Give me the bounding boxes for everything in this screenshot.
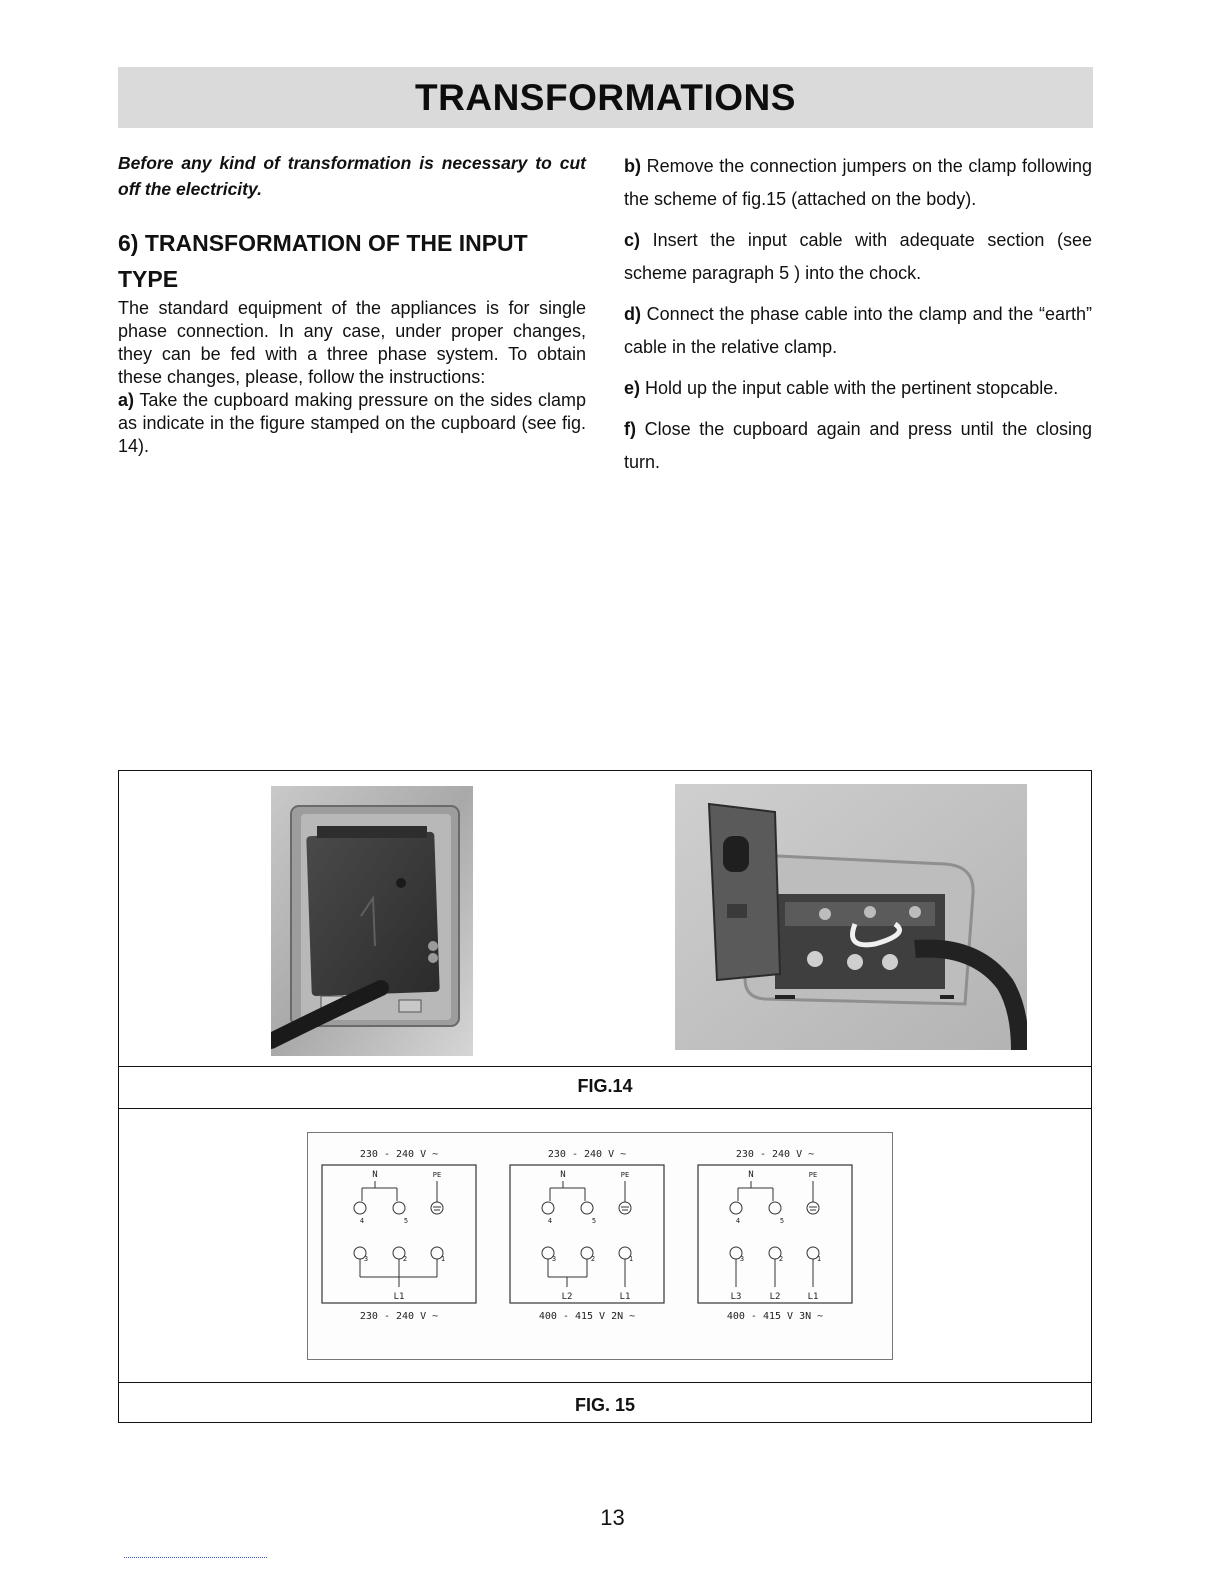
step-e-text: Hold up the input cable with the pertinent stopcable.	[640, 378, 1059, 398]
step-a-text: Take the cupboard making pressure on the sides clamp as indicate in the figure stamped on the cupboard (see fig. 14).	[118, 390, 586, 456]
terminal-4	[354, 1202, 366, 1214]
phase-label-l1: L1	[807, 1292, 819, 1302]
step-f	[624, 413, 1092, 479]
step-b-text: Remove the connection jumpers on the clamp following the scheme of fig.15 (attached on the body).	[624, 156, 1092, 209]
scheme-supply-label-bottom: 400 - 415 V 2N ~	[538, 1311, 636, 1322]
phase-label-l1: L1	[619, 1292, 631, 1302]
wiring-schemes-svg	[308, 1133, 892, 1359]
terminal-5	[769, 1202, 781, 1214]
fig14-divider-top	[119, 1066, 1091, 1067]
scheme-supply-label-top: 230 - 240 V ~	[735, 1149, 815, 1160]
scheme-neutral-label: N	[372, 1170, 378, 1180]
open-terminal-image	[675, 784, 1027, 1050]
terminal-5-label: 5	[779, 1217, 785, 1225]
figure-box	[118, 770, 1092, 1423]
terminal-2-label: 2	[590, 1255, 596, 1263]
wiring-schemes	[307, 1132, 893, 1360]
step-f-label: f)	[624, 419, 636, 439]
step-d	[624, 298, 1092, 364]
fig14-divider-bottom	[119, 1108, 1091, 1109]
step-e	[624, 372, 1092, 405]
terminal-4-label: 4	[735, 1217, 741, 1225]
closed-cover-image	[271, 786, 473, 1056]
step-c	[624, 224, 1092, 290]
terminal-1-label: 1	[816, 1255, 822, 1263]
page-number: 13	[600, 1505, 625, 1530]
step-d-text: Connect the phase cable into the clamp and the “earth” cable in the relative clamp.	[624, 304, 1092, 357]
step-a	[118, 389, 586, 458]
terminal-4-label: 4	[547, 1217, 553, 1225]
photo-closed-cover	[271, 786, 473, 1056]
scheme-supply-label-bottom: 400 - 415 V 3N ~	[726, 1311, 824, 1322]
footer-link-line	[124, 1557, 267, 1558]
photo-open-terminal	[675, 784, 1027, 1050]
phase-label-l1: L1	[393, 1292, 405, 1302]
scheme-border	[510, 1165, 664, 1303]
section-title: 6) TRANSFORMATION OF THE INPUT TYPE	[118, 230, 528, 292]
terminal-4-label: 4	[359, 1217, 365, 1225]
terminal-5	[581, 1202, 593, 1214]
right-column	[624, 150, 1092, 487]
phase-label-l3: L3	[730, 1292, 742, 1302]
fig15-caption: FIG. 15	[574, 1395, 636, 1415]
earth-terminal-icon	[807, 1202, 819, 1214]
wiring-scheme-2	[510, 1149, 664, 1322]
step-e-label: e)	[624, 378, 641, 398]
phase-label-l2: L2	[561, 1292, 573, 1302]
terminal-5-label: 5	[591, 1217, 597, 1225]
wiring-scheme-3	[698, 1149, 852, 1322]
terminal-2-label: 2	[778, 1255, 784, 1263]
page-title: TRANSFORMATIONS	[415, 76, 796, 118]
intro-paragraph: The standard equipment of the appliances is for single phase connection. In any case, under proper changes, they can be fed with a three phase system. To obtain these changes, please, follow the instructions:	[118, 298, 586, 387]
terminal-2-label: 2	[402, 1255, 408, 1263]
step-f-text: Close the cupboard again and press until the closing turn.	[624, 419, 1092, 472]
scheme-supply-label-bottom: 230 - 240 V ~	[359, 1311, 439, 1322]
fig15-divider	[119, 1382, 1091, 1383]
scheme-earth-label: PE	[620, 1171, 630, 1179]
scheme-earth-label: PE	[432, 1171, 442, 1179]
terminal-3-label: 3	[363, 1255, 369, 1263]
terminal-3-label: 3	[551, 1255, 557, 1263]
scheme-supply-label-top: 230 - 240 V ~	[359, 1149, 439, 1160]
scheme-neutral-label: N	[560, 1170, 566, 1180]
wiring-scheme-1	[322, 1149, 476, 1322]
scheme-neutral-label: N	[748, 1170, 754, 1180]
step-b-label: b)	[624, 156, 641, 176]
terminal-3-label: 3	[739, 1255, 745, 1263]
scheme-supply-label-top: 230 - 240 V ~	[547, 1149, 627, 1160]
step-c-text: Insert the input cable with adequate section (see scheme paragraph 5 ) into the chock.	[624, 230, 1092, 283]
step-b	[624, 150, 1092, 216]
terminal-5-label: 5	[403, 1217, 409, 1225]
left-column	[118, 150, 586, 458]
title-bar	[118, 67, 1093, 128]
safety-warning: Before any kind of transformation is necessary to cut off the electricity.	[118, 153, 586, 199]
terminal-1-label: 1	[628, 1255, 634, 1263]
phase-label-l2: L2	[769, 1292, 781, 1302]
terminal-1-label: 1	[440, 1255, 446, 1263]
earth-terminal-icon	[431, 1202, 443, 1214]
scheme-earth-label: PE	[808, 1171, 818, 1179]
fig14-caption: FIG.14	[577, 1076, 633, 1096]
terminal-4	[730, 1202, 742, 1214]
step-c-label: c)	[624, 230, 641, 250]
step-d-label: d)	[624, 304, 641, 324]
earth-terminal-icon	[619, 1202, 631, 1214]
terminal-5	[393, 1202, 405, 1214]
step-a-label: a)	[118, 390, 135, 410]
terminal-4	[542, 1202, 554, 1214]
